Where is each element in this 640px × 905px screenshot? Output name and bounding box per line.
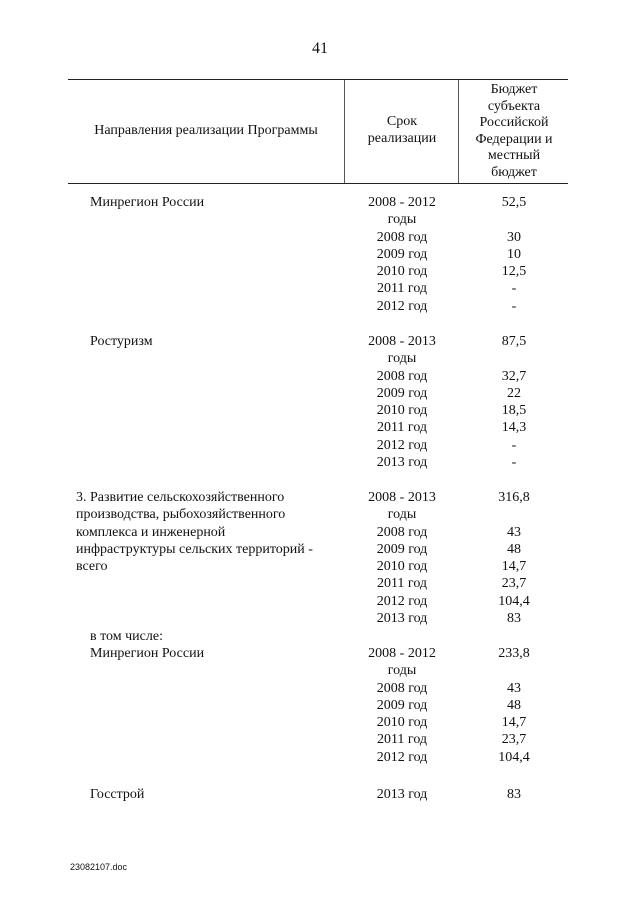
header-bottom-rule xyxy=(68,183,568,184)
row-values: 316,8 43 48 14,7 23,7 104,4 83 xyxy=(498,490,530,627)
row-terms: 2008 - 2013 годы 2008 год 2009 год 2010 год 2011 год 2012 год 2013 год xyxy=(368,334,436,471)
row-values: 83 xyxy=(507,787,521,802)
row-terms: 2008 - 2013 годы 2008 год 2009 год 2010 год 2011 год 2012 год 2013 год xyxy=(368,490,436,627)
row-values: 233,8 43 48 14,7 23,7 104,4 xyxy=(498,646,530,765)
row-terms: 2008 - 2012 годы 2008 год 2009 год 2010 год 2011 год 2012 год xyxy=(368,195,436,314)
row-terms: 2013 год xyxy=(376,787,428,802)
row-name: Минрегион России xyxy=(90,195,205,210)
page-number: 41 xyxy=(312,40,328,57)
header-directions: Направления реализации Программы xyxy=(94,123,318,138)
row-name: Минрегион России xyxy=(90,646,205,661)
row-values: 87,5 32,7 22 18,5 14,3 - - xyxy=(501,334,527,471)
row-name: в том числе: xyxy=(90,629,163,644)
document-filename: 23082107.doc xyxy=(70,862,128,872)
row-name: Госстрой xyxy=(90,787,145,802)
row-name: 3. Развитие сельскохозяйственного производства, рыбохозяйственного комплекса и инженерной инфраструктуры сельских территорий - всего xyxy=(76,490,313,575)
header-divider xyxy=(458,80,459,183)
row-name: Ростуризм xyxy=(90,334,153,349)
header-divider xyxy=(344,80,345,183)
table-top-rule xyxy=(68,79,568,80)
row-values: 52,5 30 10 12,5 - - xyxy=(501,195,527,314)
header-budget: Бюджет субъекта Российской Федерации и местный бюджет xyxy=(475,82,553,180)
row-terms: 2008 - 2012 годы 2008 год 2009 год 2010 год 2011 год 2012 год xyxy=(368,646,436,765)
header-term: Срок реализации xyxy=(367,114,437,146)
